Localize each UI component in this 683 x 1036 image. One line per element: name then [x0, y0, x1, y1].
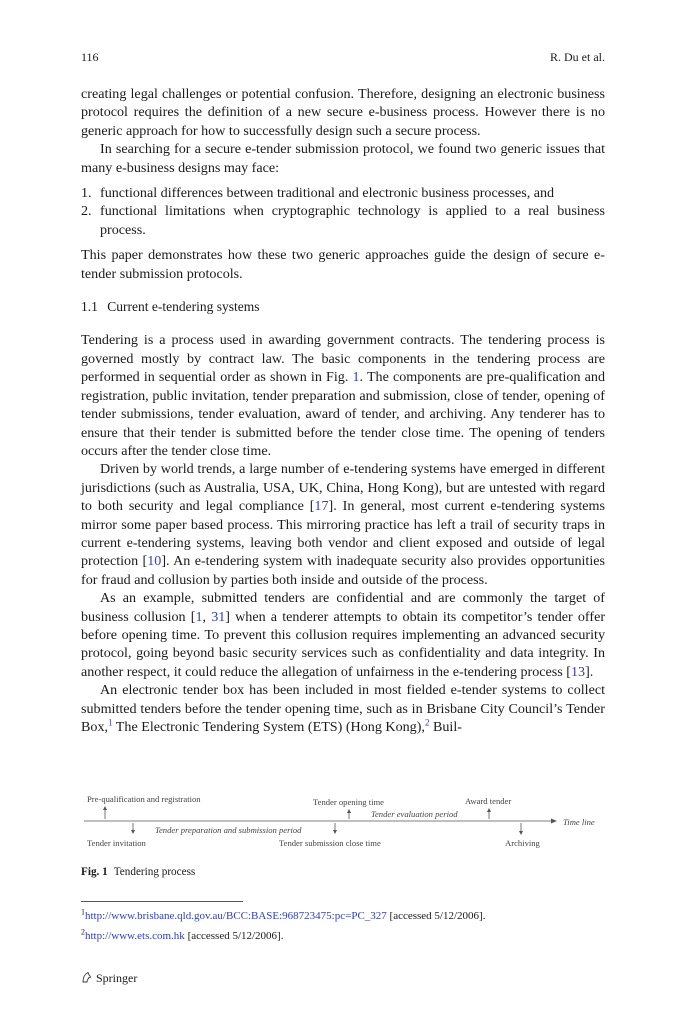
label-archiving: Archiving — [505, 838, 540, 848]
list-number: 1. — [81, 185, 92, 202]
figure-caption-text: Tendering process — [113, 866, 196, 878]
tendering-process-figure — [81, 790, 605, 852]
body-paragraph-2: Driven by world trends, a large number of e-tendering systems have emerged in different jurisdictions (such as Australia, USA, UK, China, Hong Kong), but are untested with regard to both security and legal compliance [17]. In general, most current e-tendering systems mirror some paper based process. This mirroring practice has left a trail of security traps in current e-tendering systems, leaving both vendor and client exposed and outside of legal protection [10]. An e-tendering system with inadequate security also provides opportunities for fraud and collusion by parties both inside and outside of the process. — [81, 461, 606, 588]
footnote-link-2[interactable]: http://www.ets.com.hk — [85, 930, 185, 942]
footnote-2: $^2$http://www.ets.com.hk [accessed 5/12/2006]. — [81, 927, 284, 942]
body-paragraph-4: An electronic tender box has been included in most fielded e-tender systems to collect submitted tenders before the tender opening time, such as in Brisbane City Council’s Tender Box,$^1$ The Electronic Tendering System (ETS) (Hong Kong),$^2$ Buil- — [81, 682, 605, 735]
springer-horse-icon — [81, 971, 93, 983]
list-item — [81, 202, 605, 239]
citation-link-31[interactable]: 31 — [211, 608, 226, 625]
figure-caption-label: Fig. 1 — [81, 866, 108, 878]
label-evaluation-period: Tender evaluation period — [371, 809, 458, 819]
label-prequalification: Pre-qualification and registration — [87, 794, 201, 804]
footnote-marker-1[interactable]: 1 — [108, 717, 113, 728]
footnote-1: $^1$http://www.brisbane.qld.gov.au/BCC:BASE:968723475:pc=PC_327 [accessed 5/12/2006]. — [81, 907, 486, 922]
intro-paragraph-2: In searching for a secure e-tender submission protocol, we found two generic issues that many e-business designs may face: — [81, 141, 605, 176]
label-preparation-period: Tender preparation and submission period — [155, 825, 302, 835]
list-text: functional differences between traditional and electronic business processes, and — [100, 185, 555, 202]
list-item — [81, 184, 605, 202]
intro-paragraph-1: creating legal challenges or potential confusion. Therefore, designing an electronic business protocol requires the definition of a new secure e-business process. However there is no generic approach for how to successfully design such a secure process. — [81, 86, 605, 139]
body-paragraph-1: Tendering is a process used in awarding government contracts. The tendering process is governed mostly by contract law. The basic components in the tendering process are performed in sequential order as shown in Fig. 1. The components are pre-qualification and registration, public invitation, tender preparation and submission, close of tender, opening of tender submissions, tender evaluation, award of tender, and archiving. Any tenderer has to ensure that their tender is submitted before the tender close time. The opening of tenders occurs after the tender close time. — [81, 332, 605, 459]
intro-paragraph-3: This paper demonstrates how these two generic approaches guide the design of secure e-tender submission protocols. — [81, 247, 605, 282]
issue-list — [81, 184, 605, 239]
section-number: 1.1 — [81, 299, 98, 315]
label-opening-time: Tender opening time — [313, 797, 384, 807]
figure-caption — [81, 866, 195, 878]
running-authors: R. Du et al. — [550, 50, 605, 64]
label-time-line: Time line — [563, 817, 595, 827]
list-number: 2. — [81, 203, 92, 220]
timeline-diagram — [81, 790, 605, 852]
citation-link-10[interactable]: 10 — [147, 553, 162, 570]
citation-link-13[interactable]: 13 — [570, 663, 586, 680]
publisher-name: Springer — [96, 971, 138, 985]
citation-link-17[interactable]: 17 — [314, 498, 329, 515]
main-text — [81, 85, 605, 736]
label-tender-invitation: Tender invitation — [87, 838, 146, 848]
citation-link-1[interactable]: 1 — [195, 608, 203, 625]
footnote-link-1[interactable]: http://www.brisbane.qld.gov.au/BCC:BASE:968723475:pc=PC_327 — [85, 910, 387, 922]
footnote-marker-2[interactable]: 2 — [424, 717, 430, 728]
footnote-rule — [81, 901, 243, 902]
page-number: 116 — [81, 50, 99, 64]
body-paragraph-3: As an example, submitted tenders are confidential and are commonly the target of business collusion [1, 31] when a tenderer attempts to obtain its competitor’s tender offer before opening time. To prevent this collusion requires implementing an advanced security protocol, going beyond basic security services such as confidentiality and data integrity. In another respect, it could reduce the allegation of unfairness in the e-tendering process [13]. — [81, 590, 606, 680]
section-title: Current e-tendering systems — [107, 299, 260, 315]
section-heading — [81, 298, 605, 316]
label-close-time: Tender submission close time — [279, 838, 381, 848]
publisher-mark — [81, 971, 137, 986]
label-award-tender: Award tender — [465, 796, 512, 806]
time-axis-arrowhead — [551, 819, 557, 824]
figure-reference-link[interactable]: 1 — [352, 369, 360, 386]
list-text: functional limitations when cryptographic technology is applied to a real business process. — [100, 203, 605, 238]
